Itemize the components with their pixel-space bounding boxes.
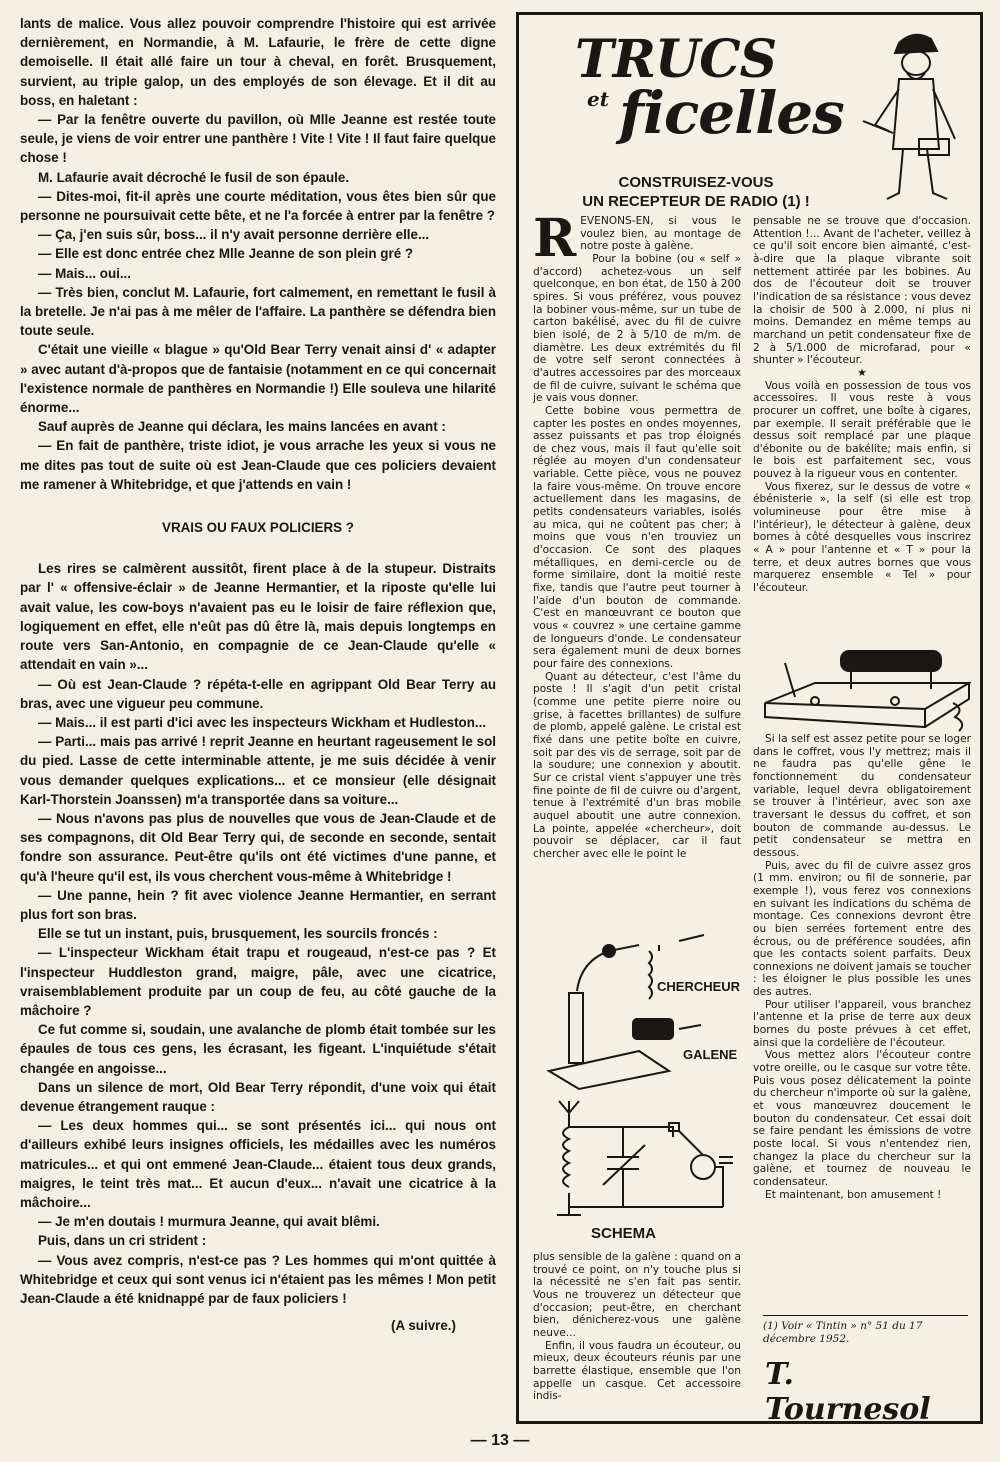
paragraph: Enfin, il vous faudra un écouteur, ou mieux, deux écouteurs réunis par une barrette élastique, ensemble que l'on appelle un casque. Cet accessoire indis- (533, 1339, 741, 1403)
paragraph: pensable ne se trouve que d'occasion. Attention !... Avant de l'acheter, veillez à ce qu'il soit encore bien aimanté, c'est-à-dire que la plaque vibrante soit nettement attirée par les bobines. Au dos de l'écouteur doit se trouver l'indication de sa résistance : vous devez la choisir de 500 à 2.000, ni plus ni moins. Demandez en même temps au marchand un petit condensateur fixe de 2 à 5/1.000 de microfarad, pour « shunter » l'écouteur. (753, 215, 971, 367)
footnote: (1) Voir « Tintin » n° 51 du 17 décembre 1952. (763, 1315, 968, 1346)
paragraph: — Nous n'avons pas plus de nouvelles que vous de Jean-Claude et de ses compagnons, dit Old Bear Terry qui, de seconde en seconde, sentait fondre son assurance. Peut-être qu'ils ont été victimes d'une panne, et qu'à l'heure qu'il est, ils vous cherchent vous-même à Whitebridge ! (20, 810, 496, 884)
drop-cap: R (533, 208, 577, 269)
headline-line-2: UN RECEPTEUR DE RADIO (1) ! (582, 193, 810, 210)
label-schema: SCHEMA (591, 1225, 657, 1242)
story-column (20, 14, 496, 1335)
paragraph: — Très bien, conclut M. Lafaurie, fort calmement, en remettant le fusil à la bretelle. Je n'ai pas à me mêler de l'affaire. La panthère se défendra bien toute seule. (20, 284, 496, 339)
paragraph: Vous fixerez, sur le dessus de votre « ébénisterie », la self (si elle est trop volumineuse pour être mise à l'intérieur), le détecteur à galène, deux bornes à côté desquelles vous inscrirez « A » pour l'antenne et « T » pour la terre, et deux autres bornes que vous marquerez ensemble « Tel » pour l'écouteur. (753, 480, 971, 595)
article-column-1 (533, 208, 741, 860)
story-part-1 (20, 14, 496, 494)
trucs-et-ficelles-box (516, 12, 983, 1427)
rubric-logo (557, 29, 844, 169)
label-chercheur: CHERCHEUR (657, 979, 741, 994)
label-galene: GALENE (683, 1047, 738, 1062)
paragraph: — Elle est donc entrée chez Mlle Jeanne de son plein gré ? (38, 246, 414, 262)
paragraph: — Les deux hommes qui... se sont présentés ici... qui nous ont d'ailleurs exhibé leurs insignes officiels, les médailles avec les numéros matricules... et qui ont emmené Jean-Claude... étaient tous deux grands, maigres, le teint très mat... Et aucun d'eux... n'avait une cicatrice à la mâchoire... (20, 1118, 496, 1210)
to-be-continued: (A suivre.) (391, 1318, 456, 1334)
paragraph: C'était une vieille « blague » qu'Old Bear Terry venait ainsi d' « adapter » avec autant d'à-propos que de fantaisie (notamment en ce qui concernait l'existence normale de panthères en Normandie !) Elle souleva une hilarité énorme... (20, 342, 496, 416)
headline-line-1: CONSTRUISEZ-VOUS (618, 174, 774, 191)
paragraph: — Une panne, hein ? fit avec violence Jeanne Hermantier, en serrant plus fort son bras. (20, 887, 496, 922)
paragraph: Vous mettez alors l'écouteur contre votre oreille, ou le casque sur votre tête. Puis vous posez délicatement la pointe du chercheur n'importe où sur la galène, et vous manœuvrez doucement le bouton du condensateur. Cet essai doit se faire pendant les émissions de votre poste local. Si vous n'entendez rien, changez la place du chercheur sur la galène, et tournez de nouveau le condensateur. (753, 1049, 971, 1188)
story-part-2 (20, 559, 496, 1308)
paragraph: — Mais... il est parti d'ici avec les inspecteurs Wickham et Hudleston... (38, 714, 487, 730)
paragraph: Les rires se calmèrent aussitôt, firent place à de la stupeur. Distraits par l' « offensive-éclair » de Jeanne Hermantier, et la riposte qu'elle lui avait value, les cow-boys n'avaient pas eu le loisir de faire réflexion que, logiquement en effet, elle n'eût pas dû être là, mais depuis longtemps en route vers San-Antonio, en compagnie de ce Jean-Claude qu'elle « attendait en vain »... (20, 561, 496, 673)
paragraph: — Par la fenêtre ouverte du pavillon, où Mlle Jeanne est restée toute seule, je viens de voir entrer une panthère ! Vite ! Vite ! Il faut faire quelque chose ! (20, 112, 496, 166)
receiver-illustration (755, 643, 971, 733)
paragraph: Vous voilà en possession de tous vos accessoires. Il vous reste à vous procurer un coffret, une boîte à cigares, par exemple. Il serait préférable que le dessus soit remplacé par une plaque d'ébonite ou de bakélite; mais enfin, si le bois est parfaitement sec, vous pouvez à la rigueur vous en contenter. (753, 379, 971, 481)
paragraph: Et maintenant, bon amusement ! (765, 1188, 942, 1201)
paragraph: — Je m'en doutais ! murmura Jeanne, qui avait blêmi. (38, 1214, 380, 1230)
schema-diagram (533, 1097, 743, 1247)
paragraph: Ce fut comme si, soudain, une avalanche de plomb était tombée sur les épaules de tous ces gens, les écrasant, les figeant. L'inquiétude s'était changée en angoisse... (20, 1022, 496, 1076)
paragraph: Elle se tut un instant, puis, brusquement, les sourcils froncés : (38, 926, 438, 942)
section-heading: VRAIS OU FAUX POLICIERS ? (162, 520, 354, 536)
paragraph: — Vous avez compris, n'est-ce pas ? Les hommes qui m'ont quittée à Whitebridge et ceux qui sont venus ici n'étaient pas les mêmes ! Mon petit Jean-Claude a été knidnappé par de faux policiers ! (20, 1252, 496, 1306)
signature: T. Tournesol (765, 1357, 931, 1427)
paragraph: — En fait de panthère, triste idiot, je vous arrache les yeux si vous ne me dites pas tout de suite où est Jean-Claude que ces policiers devaient me ramener à Whitebridge, et que j'attends en vain ! (20, 438, 496, 492)
paragraph: M. Lafaurie avait décroché le fusil de son épaule. (38, 169, 350, 185)
paragraph: Pour utiliser l'appareil, vous branchez l'antenne et la prise de terre aux deux bornes du poste prévues à cet effet, ainsi que la cordelière de l'écouteur. (753, 998, 971, 1049)
paragraph: Puis, dans un cri strident : (38, 1233, 207, 1249)
paragraph: — Où est Jean-Claude ? répéta-t-elle en agrippant Old Bear Terry au bras, avec une vigueur peu commune. (20, 676, 496, 711)
paragraph: plus sensible de la galène : quand on a trouvé ce point, on n'y touche plus si la nécessité ne s'en fait pas sentir. Vous ne trouverez un détecteur que d'occasion; peut-être, en cherchant bien, dénicherez-vous une galène neuve... (533, 1251, 741, 1339)
paragraph: Sauf auprès de Jeanne qui déclara, les mains lancées en avant : (38, 419, 446, 435)
paragraph: Pour la bobine (ou « self » d'accord) achetez-vous un self quelconque, en bon état, de 150 à 200 spires. Si vous préférez, vous pouvez la bobiner vous-même, sur un tube de carton bakélisé, avec du fil de cuivre bien isolé, de 2 à 5/10 de m/m. de diamètre. Les deux extrémités du fil de votre self seront connectées à d'autres accessoires par des morceaux de fil de cuivre, suivant le schéma que je vais vous donner. (533, 252, 741, 405)
paragraph: — Parti... mais pas arrivé ! reprit Jeanne en heurtant rageusement le sol du pied. Lasse de cette interminable attente, je me suis décidée à venir vous demander quelques explications... et ce monsieur (elle désignait Karl-Thorstein Joanssen) m'a transportée dans sa voiture... (20, 734, 496, 807)
article-column-2 (753, 215, 971, 595)
paragraph: — Dites-moi, fit-il après une courte méditation, vous êtes bien sûr que personne ne poursuivait cette bête, et ne l'a forcée à entrer par la fenêtre ? (20, 188, 496, 224)
logo-trucs: TRUCS (575, 29, 777, 90)
logo-ficelles: ficelles (619, 79, 844, 147)
page-number: — 13 — (470, 1432, 530, 1449)
article-headline (531, 173, 861, 211)
paragraph: — Mais... oui... (38, 265, 132, 281)
logo-et: et (587, 87, 609, 111)
paragraph: Cette bobine vous permettra de capter les postes en ondes moyennes, assez puissants et pas trop éloignés de chez vous, mais il faut qu'elle soit réglée au moyen d'un condensateur variable. Cette pièce, vous ne pouvez la faire vous-même. On trouve encore actuellement dans les magasins, de petits condensateurs variables, isolés au mica, qui ne coûtent pas cher; à moins que vous n'en trouviez un d'occasion. Ce sont des plaques métalliques, en demi-cercle ou de forme similaire, dont la moitié reste fixe, tandis que l'autre peut tourner à l'aide d'un bouton de commande. C'est en manœuvrant ce bouton que vous « couvrez » une certaine gamme de longueurs d'onde. Le condensateur sera également muni de deux bornes pour faire des connexions. (533, 404, 741, 670)
detector-illustration (529, 921, 749, 1091)
article-column-3 (753, 733, 971, 1201)
paragraph: — Ça, j'en suis sûr, boss... il n'y avait personne derrière elle... (38, 227, 430, 243)
paragraph: Quant au détecteur, c'est l'âme du poste ! Il s'agit d'un petit cristal (comme une petite pierre noire ou grise, à facettes brillantes) de sulfure de plomb, appelé galène. Le cristal est fixé dans une petite boîte en cuivre, soit par des vis de serrage, soit par de la soudure; une connexion y aboutit. Sur ce cristal vient s'appuyer une très fine pointe de fil de cuivre ou d'argent, tenue à l'extrémité d'un bras mobile auquel aboutit une autre connexion. La pointe, appelée «chercheur», doit pouvoir se déplacer, car il faut chercher avec elle le point le (533, 670, 741, 860)
paragraph: lants de malice. Vous allez pouvoir comprendre l'histoire qui est arrivée dernièrement, en Normandie, à M. Lafaurie, le frère de cette digne demoiselle. Il était allé faire un tour à cheval, en forêt. Brusquement, survient, au triple galop, un des employés de son élevage. Et il dit au boss, en haletant : (20, 16, 496, 108)
paragraph: Puis, avec du fil de cuivre assez gros (1 mm. environ; ou fil de sonnerie, par exemple !), vous ferez vos connexions en suivant les indications du schéma de montage. Ces connexions devront être ou bien serrées fortement entre des écrous, ou de préférence soudées, afin que les contacts soient parfaits. Deux connexions ne doivent jamais se toucher : les éloigner le plus possible les unes des autres. (753, 859, 971, 999)
paragraph: ★ (857, 366, 867, 379)
paragraph: — L'inspecteur Wickham était trapu et rougeaud, n'est-ce pas ? Et l'inspecteur Huddleston grand, maigre, pâle, avec une cicatrice, vraisemblablement produite par un coup de feu, au côté gauche de la mâchoire ? (20, 945, 496, 1018)
paragraph: Si la self est assez petite pour se loger dans le coffret, vous l'y mettrez; mais il ne faudra pas qu'elle gêne le fonctionnement du condensateur variable, lequel devra obligatoirement se trouver à l'intérieur, avec son axe traversant le dessus du coffret, et son bouton de commande au-dessus. Le petit condensateur se mettra en dessous. (753, 733, 971, 859)
paragraph: Dans un silence de mort, Old Bear Terry répondit, d'une voix qui était devenue étrangement rauque : (20, 1079, 496, 1114)
paragraph: EVENONS-EN, si vous le voulez bien, au montage de notre poste à galène. (580, 215, 741, 253)
article-column-4 (533, 1251, 741, 1403)
professor-illustration (859, 29, 969, 209)
